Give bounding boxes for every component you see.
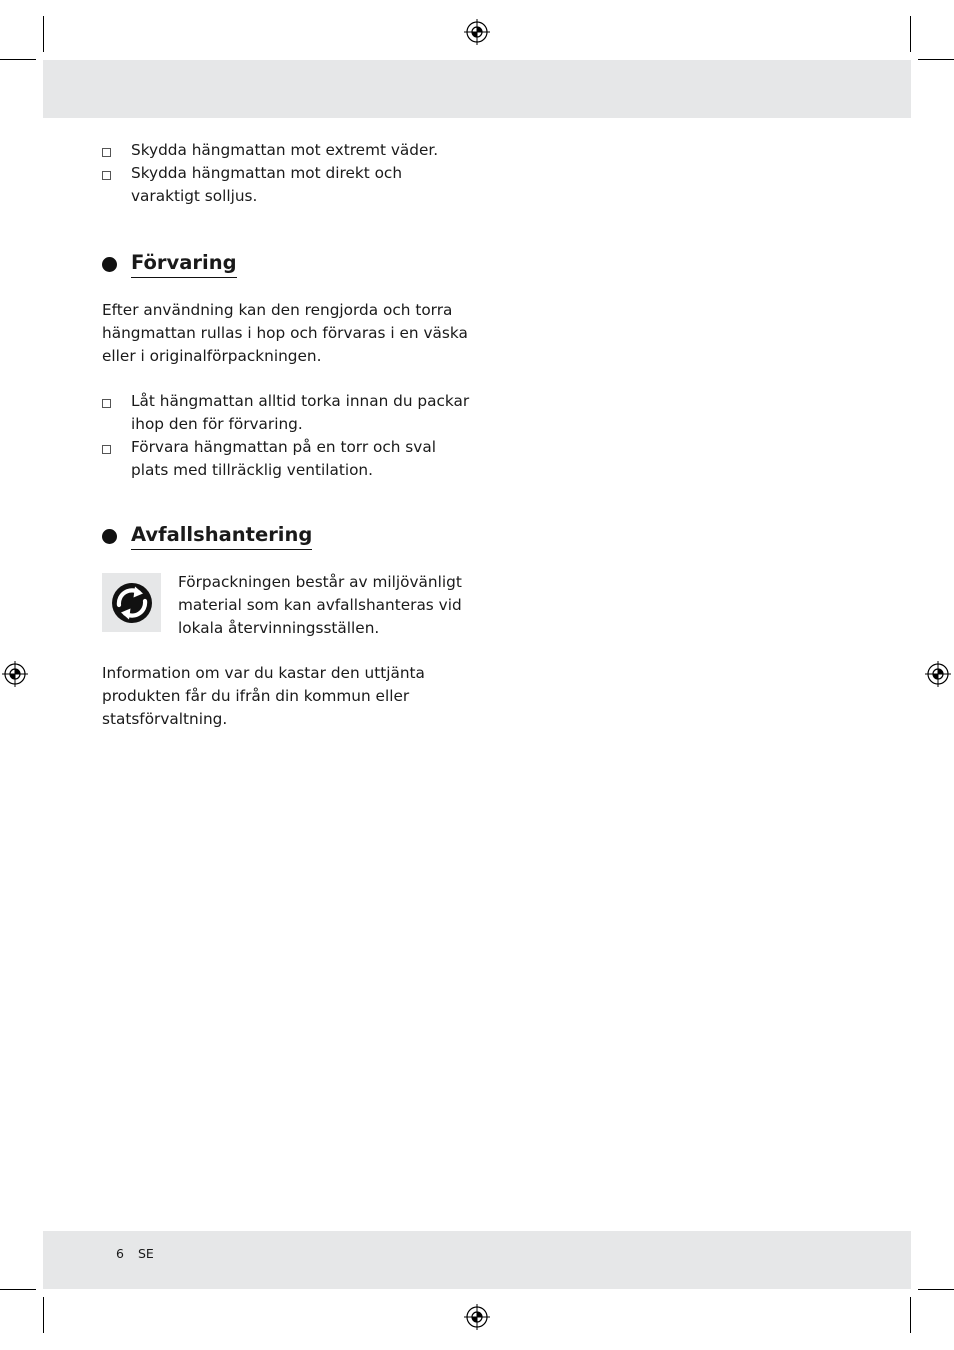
list-item — [102, 162, 474, 208]
language-code: SE — [137, 1246, 154, 1261]
crop-mark — [918, 59, 954, 60]
disposal-heading — [102, 522, 474, 550]
intro-bullet-list — [102, 139, 474, 208]
list-item-text: Skydda hängmattan mot extremt väder. — [131, 141, 439, 159]
storage-bullet-list — [102, 390, 474, 482]
crop-mark — [0, 1289, 36, 1290]
disposal-section — [102, 522, 474, 731]
crop-mark — [910, 16, 911, 52]
storage-section — [102, 250, 474, 482]
registration-mark-icon — [464, 19, 490, 45]
bullet-dot-icon — [102, 529, 117, 544]
registration-mark-icon — [925, 661, 951, 687]
storage-heading — [102, 250, 474, 278]
intro-section — [102, 139, 474, 208]
crop-mark — [910, 1297, 911, 1333]
registration-mark-icon — [464, 1304, 490, 1330]
storage-heading-text: Förvaring — [131, 250, 237, 278]
checkbox-bullet-icon — [102, 445, 111, 454]
recycling-symbol-icon — [102, 573, 161, 632]
disposal-heading-text: Avfallshantering — [131, 522, 312, 550]
storage-paragraph: Efter användning kan den rengjorda och torra hängmattan rullas i hop och förvaras i en väska eller i originalförpackningen. — [102, 301, 468, 365]
checkbox-bullet-icon — [102, 399, 111, 408]
footer-band — [43, 1231, 911, 1289]
disposal-paragraph: Information om var du kastar den uttjänta produkten får du ifrån din kommun eller statsförvaltning. — [102, 664, 425, 728]
bullet-dot-icon — [102, 257, 117, 272]
crop-mark — [43, 1297, 44, 1333]
checkbox-bullet-icon — [102, 171, 111, 180]
registration-mark-icon — [2, 661, 28, 687]
list-item-text: Låt hängmattan alltid torka innan du packar ihop den för förvaring. — [131, 392, 470, 433]
crop-mark — [918, 1289, 954, 1290]
checkbox-bullet-icon — [102, 148, 111, 157]
list-item — [102, 390, 474, 436]
crop-mark — [43, 16, 44, 52]
list-item-text: Förvara hängmattan på en torr och sval plats med tillräcklig ventilation. — [131, 438, 436, 479]
list-item — [102, 139, 474, 162]
header-band — [43, 60, 911, 118]
packaging-text: Förpackningen består av miljövänligt material som kan avfallshanteras vid lokala återvinningsställen. — [178, 573, 462, 637]
recycle-row — [102, 571, 474, 640]
page-number: 6 — [116, 1246, 124, 1261]
page-footer — [116, 1245, 164, 1263]
list-item — [102, 436, 474, 482]
crop-mark — [0, 59, 36, 60]
list-item-text: Skydda hängmattan mot direkt och varaktigt solljus. — [131, 164, 403, 205]
